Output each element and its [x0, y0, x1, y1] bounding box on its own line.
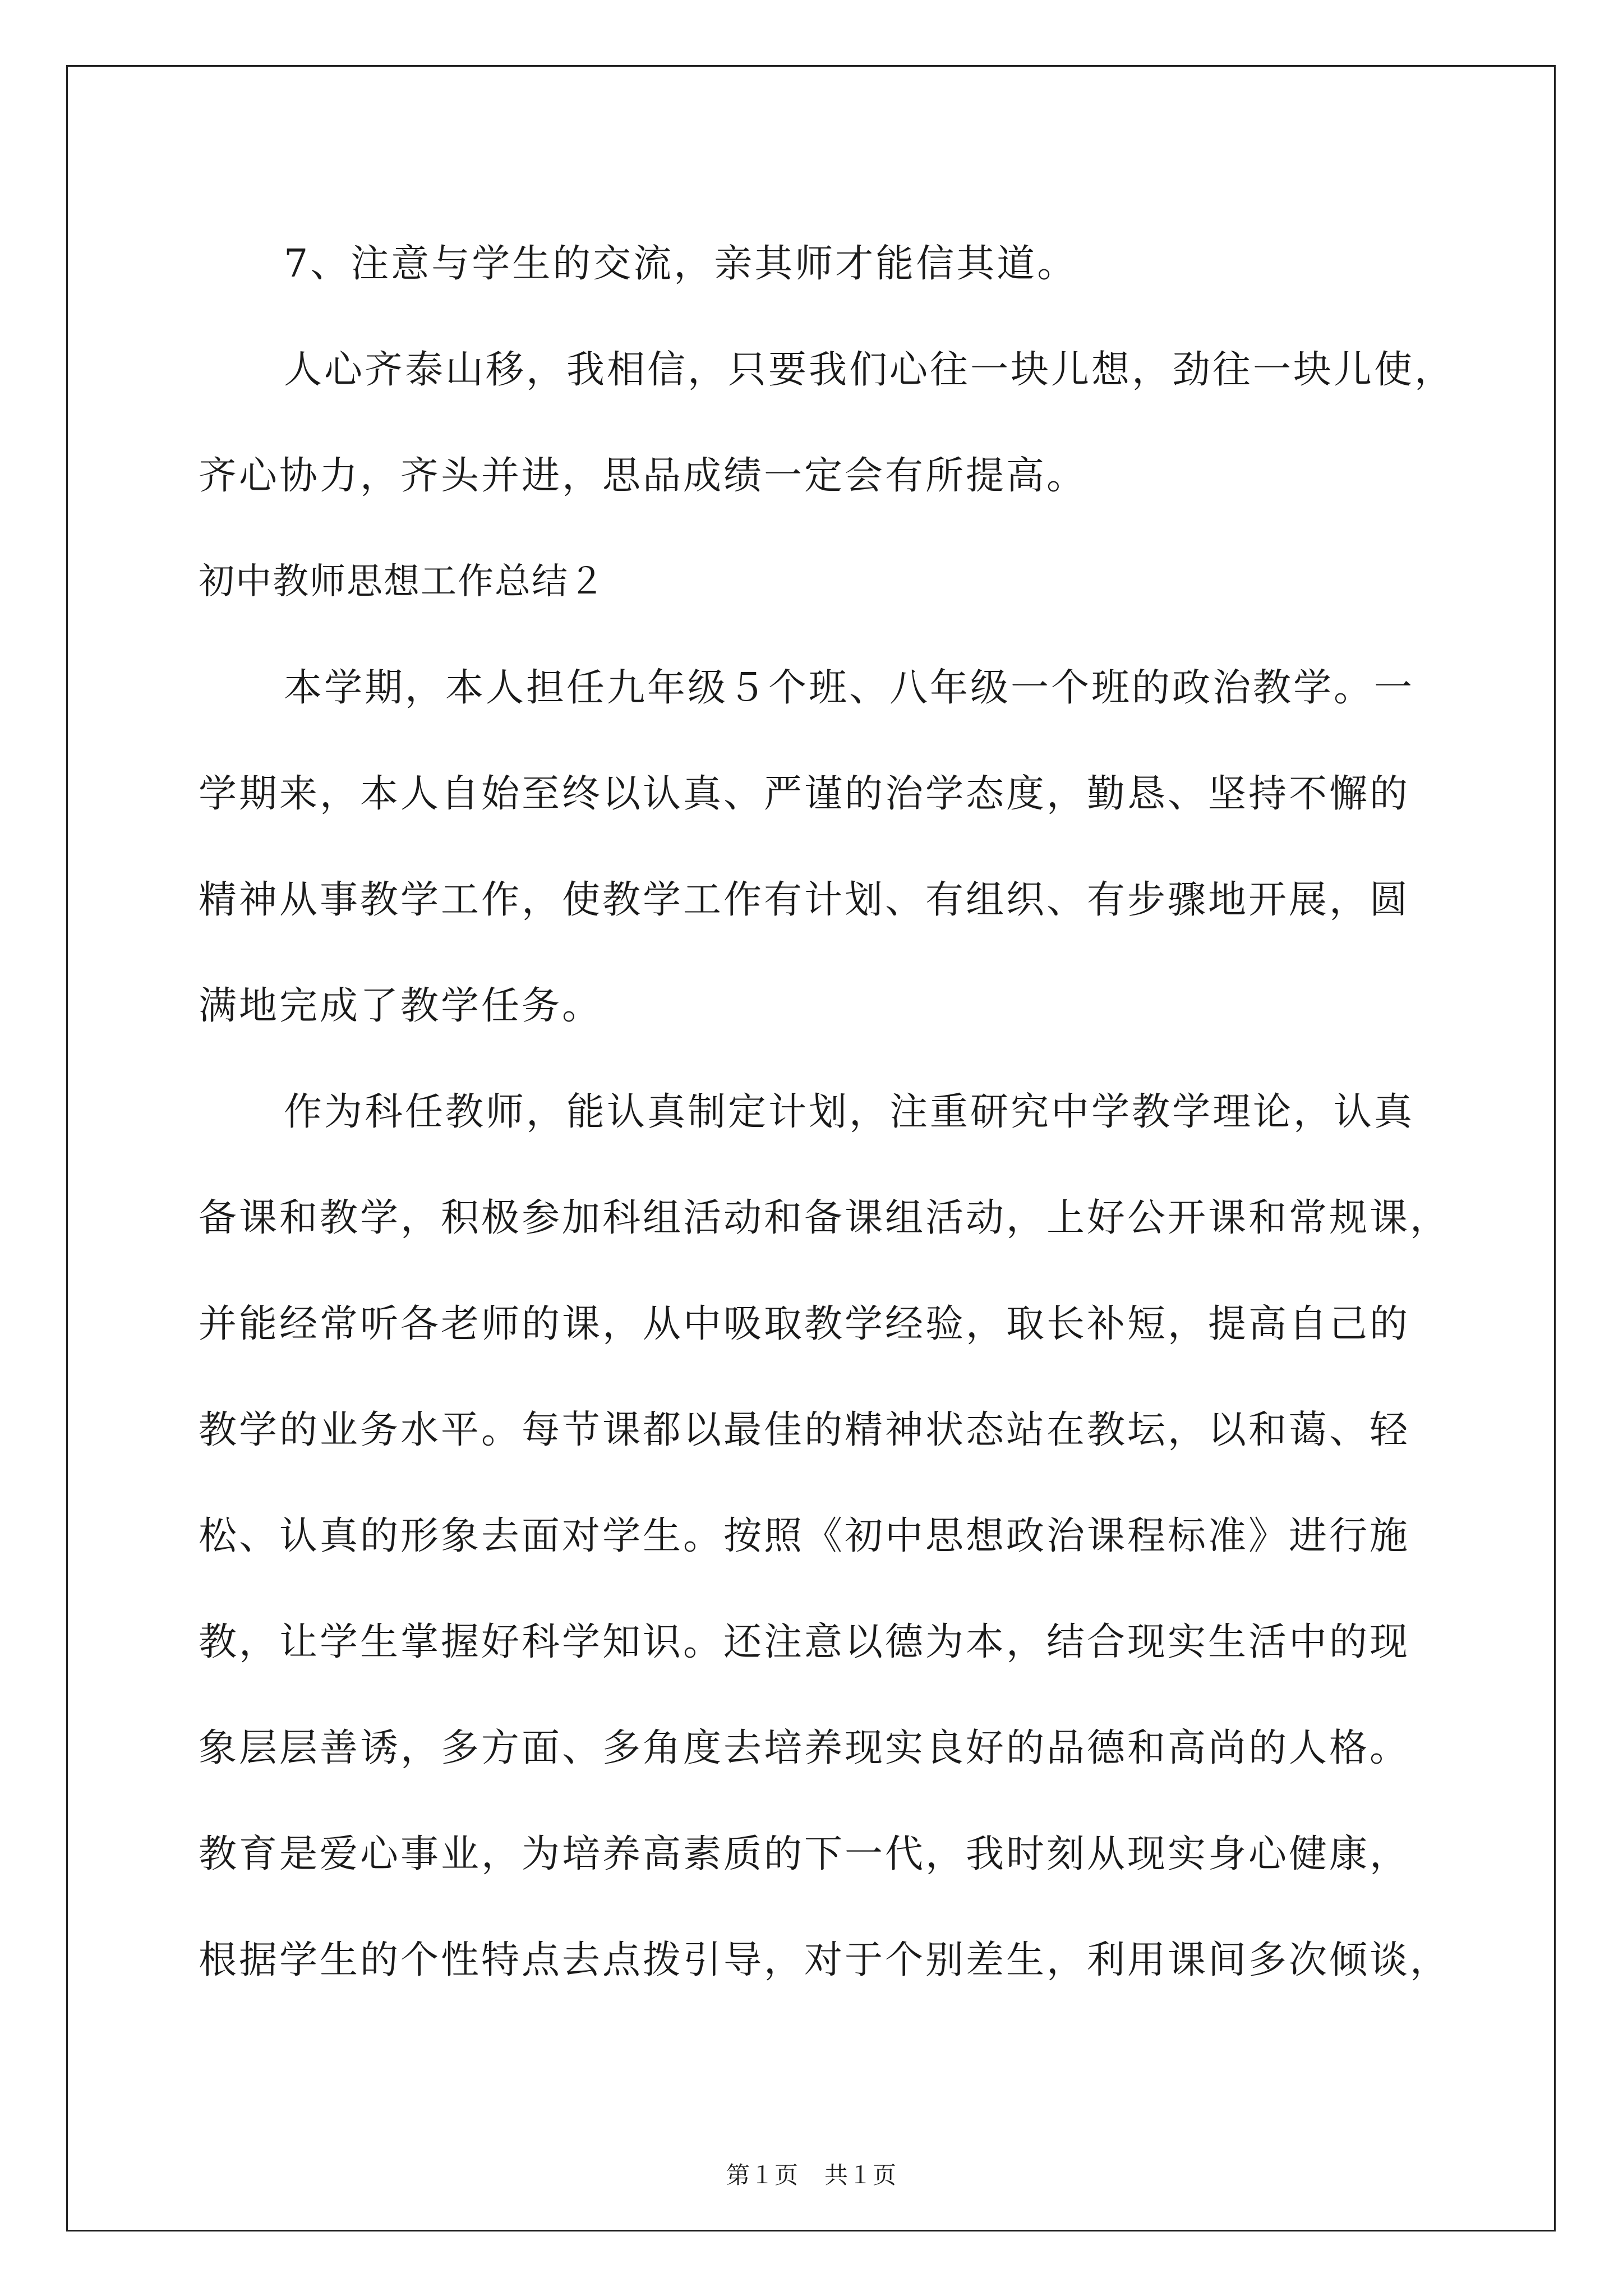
paragraph-line: 根据学生的个性特点去点拨引导，对于个别差生，利用课间多次倾谈， [199, 1938, 1451, 1982]
paragraph-line: 作为科任教师，能认真制定计划，注重研究中学教学理论，认真 [284, 1090, 1415, 1134]
paragraph-line: 齐心协力，齐头并进，思品成绩一定会有所提高。 [199, 454, 1087, 498]
page-number: 第１页 [726, 2161, 799, 2189]
paragraph-line: 教，让学生掌握好科学知识。还注意以德为本，结合现实生活中的现 [199, 1620, 1410, 1664]
document-body [199, 211, 1455, 2013]
paragraph-line: 精神从事教学工作，使教学工作有计划、有组织、有步骤地开展，圆 [199, 878, 1410, 922]
page-footer [0, 2157, 1623, 2191]
paragraph-line: 松、认真的形象去面对学生。按照《初中思想政治课程标准》进行施 [199, 1514, 1410, 1558]
paragraph-line: 教学的业务水平。每节课都以最佳的精神状态站在教坛，以和蔼、轻 [199, 1408, 1410, 1452]
paragraph-line: 学期来，本人自始至终以认真、严谨的治学态度，勤恳、坚持不懈的 [199, 772, 1410, 816]
paragraph-line: 备课和教学，积极参加科组活动和备课组活动，上好公开课和常规课， [199, 1196, 1451, 1240]
page-total: 共１页 [824, 2161, 897, 2189]
paragraph-line: 教育是爱心事业，为培养高素质的下一代，我时刻从现实身心健康， [199, 1832, 1410, 1876]
paragraph-7-line: 7、注意与学生的交流，亲其师才能信其道。 [284, 242, 1078, 286]
paragraph-line: 满地完成了教学任务。 [199, 984, 603, 1028]
paragraph-line: 象层层善诱，多方面、多角度去培养现实良好的品德和高尚的人格。 [199, 1726, 1410, 1770]
paragraph-line: 人心齐泰山移，我相信，只要我们心往一块儿想，劲往一块儿使， [284, 348, 1455, 392]
paragraph-line: 并能经常听各老师的课，从中吸取教学经验，取长补短，提高自己的 [199, 1302, 1410, 1346]
section-heading: 初中教师思想工作总结２ [199, 561, 606, 602]
paragraph-line: 本学期，本人担任九年级５个班、八年级一个班的政治教学。一 [284, 666, 1415, 710]
